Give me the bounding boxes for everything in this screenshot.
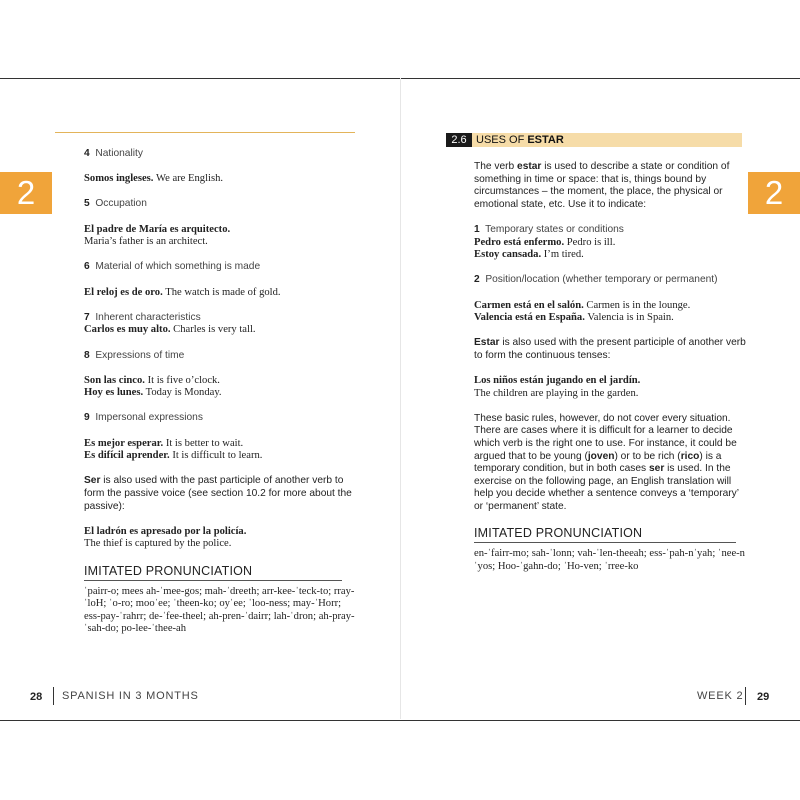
example: Carmen está en el salón. Carmen is in the lounge. Valencia está en España. Valencia is in Spain. [474, 299, 691, 324]
left-top-rule [55, 132, 355, 133]
chapter-tab-right: 2 [748, 172, 800, 214]
ser-note: Ser is also used with the past participle of another verb to form the passive voice (see section 10.2 for more about the passive): [84, 475, 352, 512]
left-column [84, 148, 359, 636]
example: Somos ingleses. We are English. [84, 173, 224, 185]
item-block: 1 Temporary states or conditions Pedro está enfermo. Pedro is ill. Estoy cansada. I’m tired. [474, 223, 624, 261]
item-heading: 9 Impersonal expressions [84, 412, 203, 424]
item-heading: 6 Material of which something is made [84, 261, 261, 273]
estar-note: Estar is also used with the present participle of another verb to form the continuous tenses: [474, 337, 746, 361]
pron-heading-right: IMITATED PRONUNCIATION [474, 526, 736, 543]
gutter [400, 78, 401, 719]
rules-paragraph: These basic rules, however, do not cover every situation. There are cases where it is difficult for a learner to decide which verb is the right one to use. For instance, it could be argued that to be young (joven) or to be rich (rico) is a temporary condition, but in both cases ser is used. In the exercise on the following page, an English translation will help you decide whether a sentence conveys a ‘temporary’ or ‘permanent’ state. [474, 412, 739, 513]
page-number-left: 28 [30, 691, 43, 703]
running-title-right: WEEK 2 [697, 690, 744, 702]
chapter-tab-left: 2 [0, 172, 52, 214]
pron-text-right: en-ˈfairr-mo; sah-ˈlonn; vah-ˈlen-theeah; ess-ˈpah-nˈyah; ˈnee-nˈyos; Hoo-ˈgahn-do; ˈHo-ven; ˈrree-ko [474, 548, 745, 572]
item-heading: 8 Expressions of time [84, 349, 185, 361]
example: Es mejor esperar. It is better to wait. Es difícil aprender. It is difficult to learn. [84, 437, 263, 462]
right-column [474, 161, 749, 573]
intro-paragraph: The verb estar is used to describe a state or condition of something in time or space: that is, things bound by circumstances – the moment, the place, the physical or emotional state, etc. Use it to indicate: [474, 161, 730, 210]
example: El reloj es de oro. The watch is made of gold. [84, 286, 281, 298]
running-title-left: SPANISH IN 3 MONTHS [62, 690, 199, 702]
item-heading: 2 Position/location (whether temporary or permanent) [474, 274, 718, 286]
section-number: 2.6 [446, 133, 472, 147]
section-heading [446, 133, 742, 147]
continuous-example: Los niños están jugando en el jardín. The children are playing in the garden. [474, 375, 641, 399]
page-number-right: 29 [757, 691, 770, 703]
item-heading: 5 Occupation [84, 198, 147, 210]
folio-divider-left [53, 687, 54, 705]
pron-heading-left: IMITATED PRONUNCIATION [84, 564, 342, 581]
pron-text-left: ˈpairr-o; mees ah-ˈmee-gos; mah-ˈdreeth; arr-kee-ˈteck-to; rray-ˈloH; ˈo-ro; mooˈee; ˈtheen-ko; oyˈee; ˈloo-ness; may-ˈHorr; ess-pay-ˈrahrr; de-ˈfee-theel; ah-pren-ˈdairr; lah-ˈdron; ah-pray-ˈsah-do; po-lee-ˈthee-ah [84, 585, 355, 635]
example: Son las cinco. It is five o’clock. Hoy es lunes. Today is Monday. [84, 374, 222, 399]
example: El padre de María es arquitecto. Maria’s father is an architect. [84, 223, 231, 248]
item-block: 7 Inherent characteristics Carlos es muy alto. Charles is very tall. [84, 311, 256, 336]
section-title: USES OF ESTAR [476, 134, 564, 146]
folio-divider-right [745, 687, 746, 705]
item-heading: 4 Nationality [84, 148, 143, 159]
passive-example: El ladrón es apresado por la policía. The thief is captured by the police. [84, 525, 247, 550]
